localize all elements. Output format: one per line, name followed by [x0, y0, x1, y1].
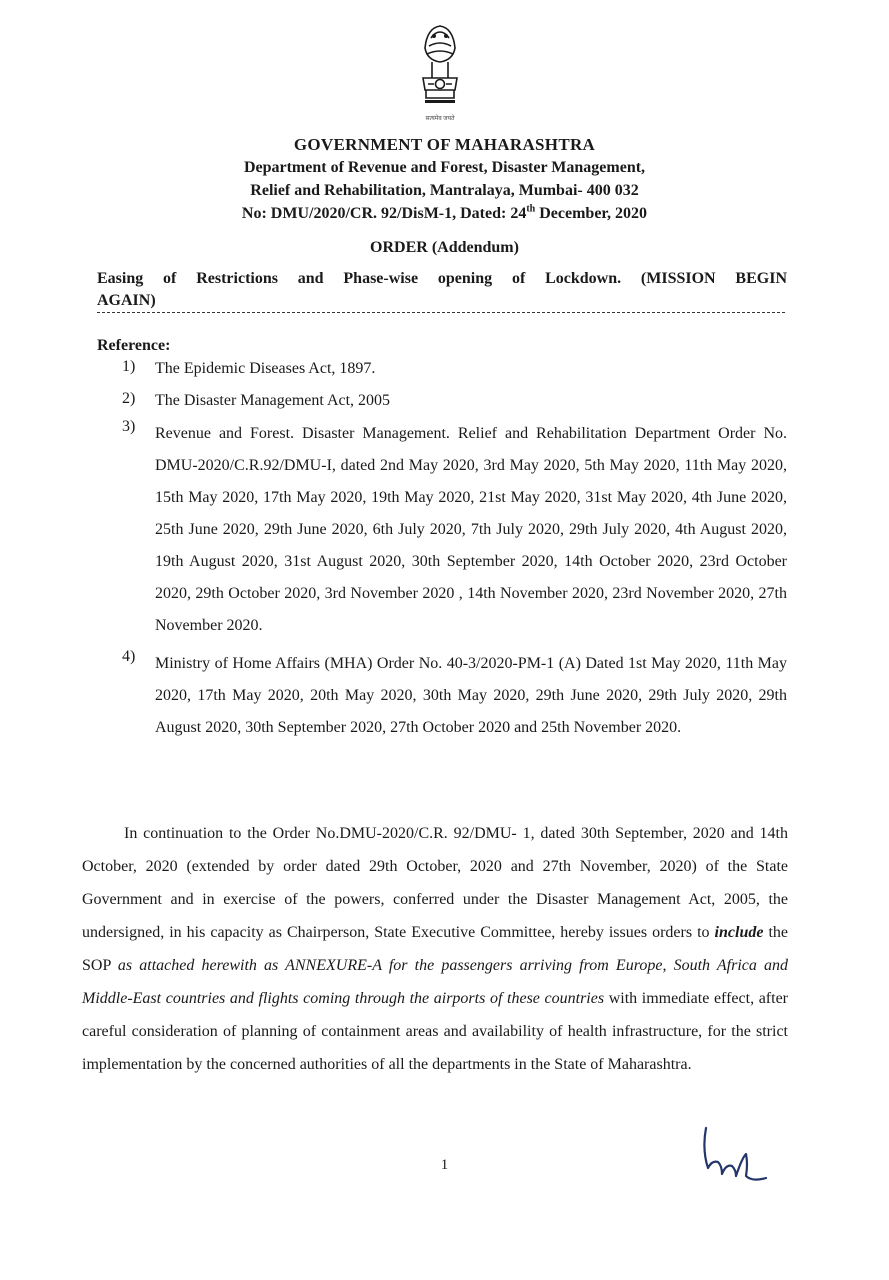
reference-item — [122, 418, 787, 642]
date-suffix: th — [526, 203, 536, 215]
reference-text: Ministry of Home Affairs (MHA) Order No. 40-3/2020-PM-1 (A) Dated 1st May 2020, 11th May 2020, 17th May 2020, 20th May 2020, 30th May 2020, 29th June 2020, 29th July 2020, 29th August 2020, 30th September 2020, 27th October 2020 and 25th November 2020. — [155, 655, 787, 736]
subject-line-2: AGAIN) — [97, 292, 156, 309]
state-emblem — [405, 18, 475, 124]
reference-list — [122, 358, 787, 754]
page-number: 1 — [440, 1157, 449, 1173]
subject-line — [97, 268, 787, 312]
order-date-text: December, 2020 — [535, 205, 648, 222]
handwritten-signature-icon — [692, 1120, 772, 1190]
order-title: ORDER (Addendum) — [370, 239, 519, 256]
subject-line-1: Easing of Restrictions and Phase-wise opening of Lockdown. (MISSION BEGIN — [97, 270, 787, 287]
paragraph-text-a: In continuation to the Order No.DMU-2020/C.R. 92/DMU- 1, dated 30th September, 2020 and 14th October, 2020 (extended by order dated 29th October, 2020 and 27th November, 2020) of the State Government and in exercise of the powers, conferred under the Disaster Management Act, 2005, the undersigned, in his capacity as Chairperson, State Executive Committee, hereby issues orders to — [82, 825, 788, 941]
reference-number: 4) — [122, 648, 136, 665]
order-number-line — [0, 205, 889, 223]
reference-text: The Disaster Management Act, 2005 — [155, 392, 391, 409]
order-paragraph — [82, 817, 788, 1081]
reference-number: 1) — [122, 358, 136, 375]
ashoka-emblem-icon — [405, 18, 475, 114]
order-number-text: No: DMU/2020/CR. 92/DisM-1, Dated: 24 — [241, 205, 527, 222]
annexure-italic-text: as attached herewith as ANNEXURE-A for the passengers arriving from Europe, South Africa and Middle-East countries and flights coming through the airports of these countries — [82, 957, 789, 1007]
department-line: Department of Revenue and Forest, Disaster Management, — [243, 159, 646, 176]
reference-item — [122, 358, 787, 380]
government-title: GOVERNMENT OF MAHARASHTRA — [293, 135, 596, 154]
reference-text: The Epidemic Diseases Act, 1897. — [155, 360, 376, 377]
dashed-divider — [97, 312, 785, 313]
paragraph-text-b: the SOP — [82, 924, 788, 974]
reference-item — [122, 390, 787, 412]
reference-number: 3) — [122, 418, 136, 435]
emblem-motto: सत्यमेव जयते — [425, 116, 455, 122]
signature — [692, 1120, 772, 1190]
reference-text: Revenue and Forest. Disaster Management. Relief and Rehabilitation Department Order No. DMU-2020/C.R.92/DMU-I, dated 2nd May 2020, 3rd May 2020, 5th May 2020, 11th May 2020, 15th May 2020, 17th May 2020, 19th May 2020, 21st May 2020, 31st May 2020, 4th June 2020, 25th June 2020, 29th June 2020, 6th July 2020, 7th July 2020, 29th July 2020, 4th August 2020, 19th August 2020, 31st August 2020, 30th September 2020, 14th October 2020, 23rd October 2020, 29th October 2020, 3rd November 2020 , 14th November 2020, 23rd November 2020, 27th November 2020. — [155, 425, 787, 634]
include-emphasis: include — [714, 924, 764, 941]
address-line: Relief and Rehabilitation, Mantralaya, Mumbai- 400 032 — [250, 182, 639, 199]
reference-heading: Reference: — [97, 337, 171, 354]
reference-item — [122, 648, 787, 744]
paragraph-text-c: with immediate effect, after careful consideration of planning of containment areas and availability of health infrastructure, for the strict implementation by the concerned authorities of all the departments in the State of Maharashtra. — [82, 990, 789, 1073]
reference-number: 2) — [122, 390, 136, 407]
